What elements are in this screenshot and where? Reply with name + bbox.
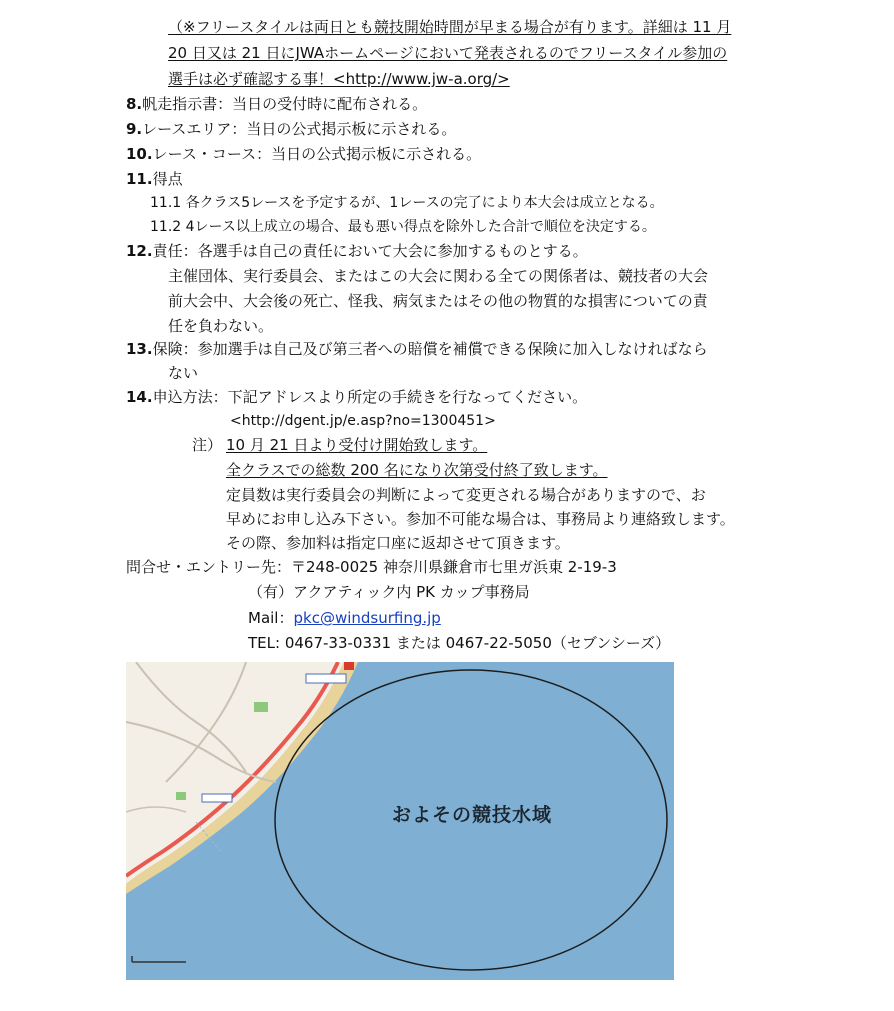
land-area (126, 662, 344, 884)
section-11-number: 11. (126, 170, 153, 188)
section-11-text: 得点 (152, 170, 183, 188)
freestyle-note-line-3: 選手は必ず確認する事！<http://www.jw-a.org/> (168, 70, 510, 88)
application-url[interactable]: <http://dgent.jp/e.asp?no=1300451> (230, 413, 496, 429)
section-8 (126, 93, 427, 115)
park-area-2 (176, 792, 186, 800)
section-12 (126, 240, 588, 262)
section-13-number: 13. (126, 340, 153, 358)
section-11-2: 11.2 4レース以上成立の場合、最も悪い得点を除外した合計で順位を決定する。 (150, 219, 656, 235)
section-13 (126, 338, 708, 360)
note-label: 注） (192, 436, 223, 454)
section-10 (126, 143, 481, 165)
park-area-1 (254, 702, 268, 712)
map-pin (344, 662, 354, 670)
section-9 (126, 118, 456, 140)
note-line-3: 定員数は実行委員会の判断によって変更される場合がありますので、お (226, 486, 706, 504)
mail-label: Mail： (248, 609, 294, 627)
section-14-number: 14. (126, 388, 153, 406)
note-line-5: その際、参加料は指定口座に返却させて頂きます。 (226, 534, 570, 552)
freestyle-note-line-1: （※フリースタイルは両日とも競技開始時間が早まる場合が有ります。詳細は 11 月 (168, 18, 732, 36)
note-line-1: 10 月 21 日より受付け開始致します。 (226, 436, 488, 454)
section-13-text: 保険：参加選手は自己及び第三者への賠償を補償できる保険に加入しなければなら (152, 340, 708, 358)
section-10-number: 10. (126, 145, 153, 163)
section-12-line-2: 主催団体、実行委員会、またはこの大会に関わる全ての関係者は、競技者の大会 (168, 267, 709, 285)
section-13-line-2: ない (168, 364, 199, 382)
contact-mail (248, 607, 441, 629)
section-10-text: レース・コース：当日の公式掲示板に示される。 (152, 145, 482, 163)
section-8-text: 帆走指示書：当日の受付時に配布される。 (142, 95, 428, 113)
competition-area-label: およその競技水域 (392, 804, 553, 826)
mail-link[interactable]: pkc@windsurfing.jp (293, 609, 441, 627)
section-12-text: 責任：各選手は自己の責任において大会に参加するものとする。 (152, 242, 588, 260)
section-12-line-4: 任を負わない。 (168, 317, 274, 335)
section-9-number: 9. (126, 120, 143, 138)
section-12-line-3: 前大会中、大会後の死亡、怪我、病気またはその他の物質的な損害についての責 (168, 292, 708, 310)
section-8-number: 8. (126, 95, 143, 113)
section-14 (126, 386, 587, 408)
contact-tel: TEL: 0467-33-0331 または 0467-22-5050（セブンシーズ） (248, 634, 671, 652)
section-11 (126, 168, 183, 190)
station-marker-1 (306, 674, 346, 683)
contact-office: （有）アクアティック内 PK カップ事務局 (248, 583, 530, 601)
note-line-4: 早めにお申し込み下さい。参加不可能な場合は、事務局より連絡致します。 (226, 510, 735, 528)
section-12-number: 12. (126, 242, 153, 260)
note-line-2: 全クラスでの総数 200 名になり次第受付終了致します。 (226, 461, 608, 479)
scale-bar (132, 956, 186, 962)
freestyle-note-line-2: 20 日又は 21 日にJWAホームページにおいて発表されるのでフリースタイル参加の (168, 44, 728, 62)
station-marker-2 (202, 794, 232, 802)
race-area-map (126, 662, 674, 980)
section-9-text: レースエリア：当日の公式掲示板に示される。 (142, 120, 457, 138)
contact-address: 問合せ・エントリー先：〒248-0025 神奈川県鎌倉市七里ガ浜東 2-19-3 (126, 558, 617, 576)
section-14-text: 申込方法：下記アドレスより所定の手続きを行なってください。 (152, 388, 588, 406)
section-11-1: 11.1 各クラス5レースを予定するが、1レースの完了により本大会は成立となる。 (150, 195, 664, 211)
